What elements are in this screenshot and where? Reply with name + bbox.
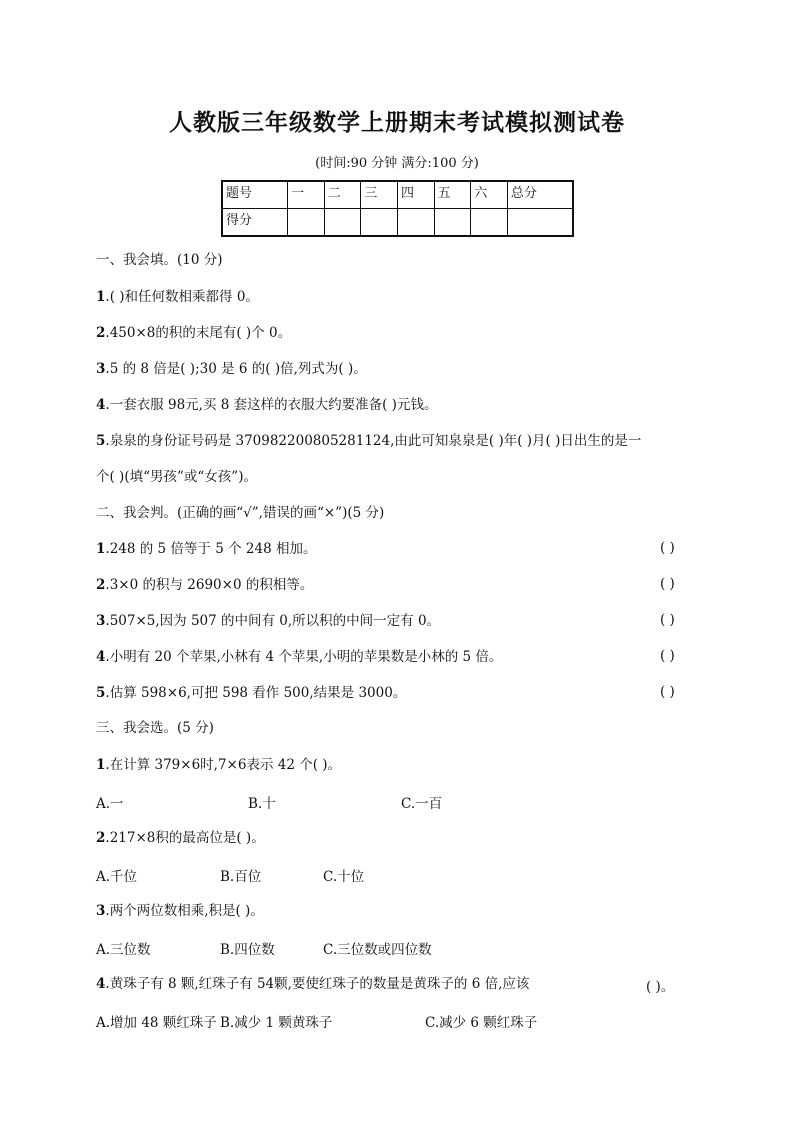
question-text: .507×5,因为 507 的中间有 0,所以积的中间一定有 0。 — [105, 613, 441, 629]
question-text: .在计算 379×6时,7×6表示 42 个( )。 — [105, 757, 342, 773]
score-input-cell[interactable] — [507, 209, 573, 237]
question-2-3 — [96, 612, 440, 630]
question-3-2 — [96, 829, 265, 847]
score-header-cell: 题号 — [222, 181, 288, 209]
question-number: 3 — [96, 613, 106, 629]
question-text: .( )和任何数相乘都得 0。 — [105, 289, 259, 305]
score-header-cell: 五 — [434, 181, 471, 209]
section1-heading: 一、我会填。(10 分) — [96, 252, 223, 268]
score-table-header-row — [222, 181, 573, 209]
exam-title: 人教版三年级数学上册期末考试模拟测试卷 — [169, 109, 625, 136]
answer-parenthesis[interactable]: ( ) — [660, 648, 675, 664]
option-a[interactable]: A.三位数 — [96, 942, 151, 958]
question-text: .248 的 5 倍等于 5 个 248 相加。 — [105, 541, 317, 557]
option-c[interactable]: C.十位 — [323, 869, 365, 885]
option-b[interactable]: B.十 — [248, 796, 276, 812]
question-1-2 — [96, 324, 291, 342]
score-input-cell[interactable] — [397, 209, 434, 237]
score-header-cell: 二 — [324, 181, 361, 209]
option-b[interactable]: B.减少 1 颗黄珠子 — [220, 1015, 333, 1031]
score-input-cell[interactable] — [288, 209, 325, 237]
score-input-cell[interactable] — [324, 209, 361, 237]
question-number: 4 — [96, 649, 106, 665]
option-a[interactable]: A.千位 — [96, 869, 138, 885]
question-text: .450×8的积的末尾有( )个 0。 — [105, 325, 292, 341]
question-text: .3×0 的积与 2690×0 的积相等。 — [105, 577, 314, 593]
score-row-label: 得分 — [222, 209, 288, 237]
question-text: .5 的 8 倍是( );30 是 6 的( )倍,列式为( )。 — [105, 361, 367, 377]
question-1-4 — [96, 396, 437, 414]
answer-parenthesis[interactable]: ( ) — [660, 576, 675, 592]
option-a[interactable]: A.一 — [96, 796, 124, 812]
exam-subtitle: (时间:90 分钟 满分:100 分) — [315, 156, 479, 171]
question-2-1 — [96, 540, 316, 558]
score-input-cell[interactable] — [434, 209, 471, 237]
score-input-cell[interactable] — [471, 209, 508, 237]
question-number: 2 — [96, 577, 106, 593]
question-text: .一套衣服 98元,买 8 套这样的衣服大约要准备( )元钱。 — [105, 397, 438, 413]
question-2-5 — [96, 684, 406, 702]
score-header-cell: 一 — [288, 181, 325, 209]
question-1-5 — [96, 432, 641, 450]
question-1-3 — [96, 360, 367, 378]
question-number: 3 — [96, 361, 106, 377]
question-text: .两个两位数相乘,积是( )。 — [105, 903, 264, 919]
question-3-1 — [96, 756, 341, 774]
score-input-cell[interactable] — [361, 209, 398, 237]
question-text: .小明有 20 个苹果,小林有 4 个苹果,小明的苹果数是小林的 5 倍。 — [105, 649, 503, 665]
question-2-4 — [96, 648, 502, 666]
question-number: 1 — [96, 541, 106, 557]
question-number: 2 — [96, 830, 106, 846]
question-3-4 — [96, 975, 529, 993]
answer-parenthesis[interactable]: ( ) — [660, 612, 675, 628]
score-header-cell: 四 — [397, 181, 434, 209]
question-text: .217×8积的最高位是( )。 — [105, 830, 265, 846]
question-number: 1 — [96, 757, 106, 773]
question-number: 4 — [96, 976, 106, 992]
score-header-cell: 总分 — [507, 181, 573, 209]
option-b[interactable]: B.四位数 — [220, 942, 275, 958]
score-header-cell: 六 — [471, 181, 508, 209]
option-c[interactable]: C.三位数或四位数 — [323, 942, 432, 958]
question-1-1 — [96, 288, 259, 306]
question-text: .黄珠子有 8 颗,红珠子有 54颗,要使红珠子的数量是黄珠子的 6 倍,应该 — [105, 976, 530, 992]
option-c[interactable]: C.减少 6 颗红珠子 — [425, 1015, 538, 1031]
question-1-5-continued: 个( )(填“男孩”或“女孩”)。 — [96, 469, 257, 485]
answer-parenthesis[interactable]: ( )。 — [646, 979, 675, 995]
section3-heading: 三、我会选。(5 分) — [96, 720, 214, 736]
answer-parenthesis[interactable]: ( ) — [660, 684, 675, 700]
answer-parenthesis[interactable]: ( ) — [660, 540, 675, 556]
question-number: 4 — [96, 397, 106, 413]
score-table — [221, 180, 574, 237]
option-b[interactable]: B.百位 — [220, 869, 262, 885]
question-3-3 — [96, 902, 264, 920]
question-text: .估算 598×6,可把 598 看作 500,结果是 3000。 — [105, 685, 407, 701]
score-table-score-row — [222, 209, 573, 237]
question-number: 5 — [96, 685, 106, 701]
option-a[interactable]: A.增加 48 颗红珠子 — [96, 1015, 217, 1031]
question-2-2 — [96, 576, 313, 594]
question-number: 2 — [96, 325, 106, 341]
question-text: .泉泉的身份证号码是 370982200805281124,由此可知泉泉是( )年( )月( )日出生的是一 — [105, 433, 642, 449]
question-number: 5 — [96, 433, 106, 449]
question-number: 3 — [96, 903, 106, 919]
section2-heading: 二、我会判。(正确的画“√”,错误的画“×”)(5 分) — [96, 505, 385, 521]
question-number: 1 — [96, 289, 106, 305]
score-header-cell: 三 — [361, 181, 398, 209]
option-c[interactable]: C.一百 — [401, 796, 443, 812]
